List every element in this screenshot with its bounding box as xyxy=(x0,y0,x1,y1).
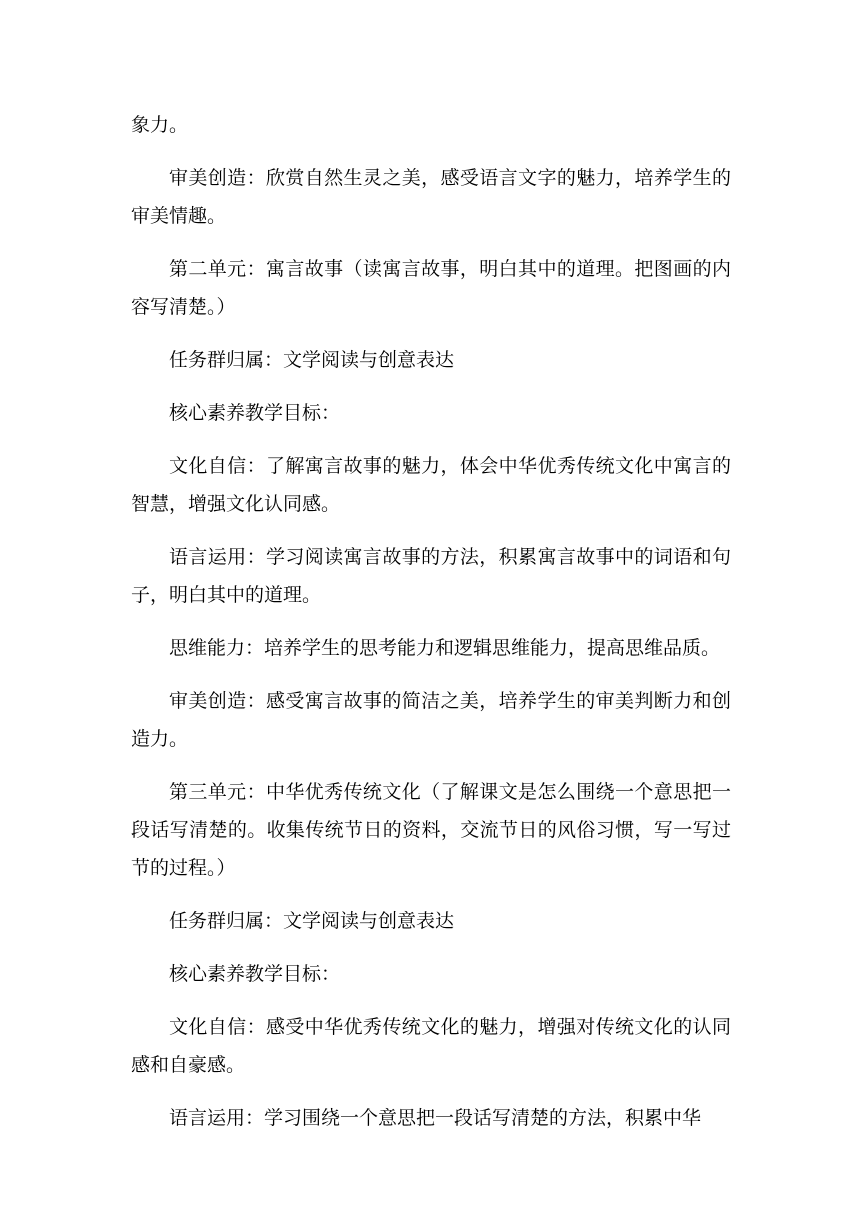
paragraph-unit3-language-use: 语言运用：学习围绕一个意思把一段话写清楚的方法，积累中华 xyxy=(169,1107,702,1129)
paragraph-unit2-task-group: 任务群归属：文学阅读与创意表达 xyxy=(169,349,455,371)
paragraph-continuation: 象力。 xyxy=(131,114,189,136)
document-body xyxy=(131,106,731,1152)
paragraph-unit3-heading: 第三单元：中华优秀传统文化（了解课文是怎么围绕一个意思把一段话写清楚的。收集传统节日的资料，交流节日的风俗习惯，写一写过节的过程。） xyxy=(131,781,731,879)
paragraph-unit2-core-goals-label: 核心素养教学目标： xyxy=(169,402,341,424)
paragraph-unit3-task-group: 任务群归属：文学阅读与创意表达 xyxy=(169,910,455,932)
paragraph-unit2-language-use: 语言运用：学习阅读寓言故事的方法，积累寓言故事中的词语和句子，明白其中的道理。 xyxy=(131,546,731,606)
paragraph-unit2-cultural-confidence: 文化自信：了解寓言故事的魅力，体会中华优秀传统文化中寓言的智慧，增强文化认同感。 xyxy=(131,455,731,515)
paragraph-unit3-core-goals-label: 核心素养教学目标： xyxy=(169,963,341,985)
paragraph-unit2-aesthetic: 审美创造：感受寓言故事的简洁之美，培养学生的审美判断力和创造力。 xyxy=(131,690,731,750)
paragraph-aesthetic-goal-unit1: 审美创造：欣赏自然生灵之美，感受语言文字的魅力，培养学生的审美情趣。 xyxy=(131,167,731,227)
paragraph-unit2-heading: 第二单元：寓言故事（读寓言故事，明白其中的道理。把图画的内容写清楚。） xyxy=(131,258,731,318)
paragraph-unit3-cultural-confidence: 文化自信：感受中华优秀传统文化的魅力，增强对传统文化的认同感和自豪感。 xyxy=(131,1016,731,1076)
paragraph-unit2-thinking-ability: 思维能力：培养学生的思考能力和逻辑思维能力，提高思维品质。 xyxy=(169,637,721,659)
